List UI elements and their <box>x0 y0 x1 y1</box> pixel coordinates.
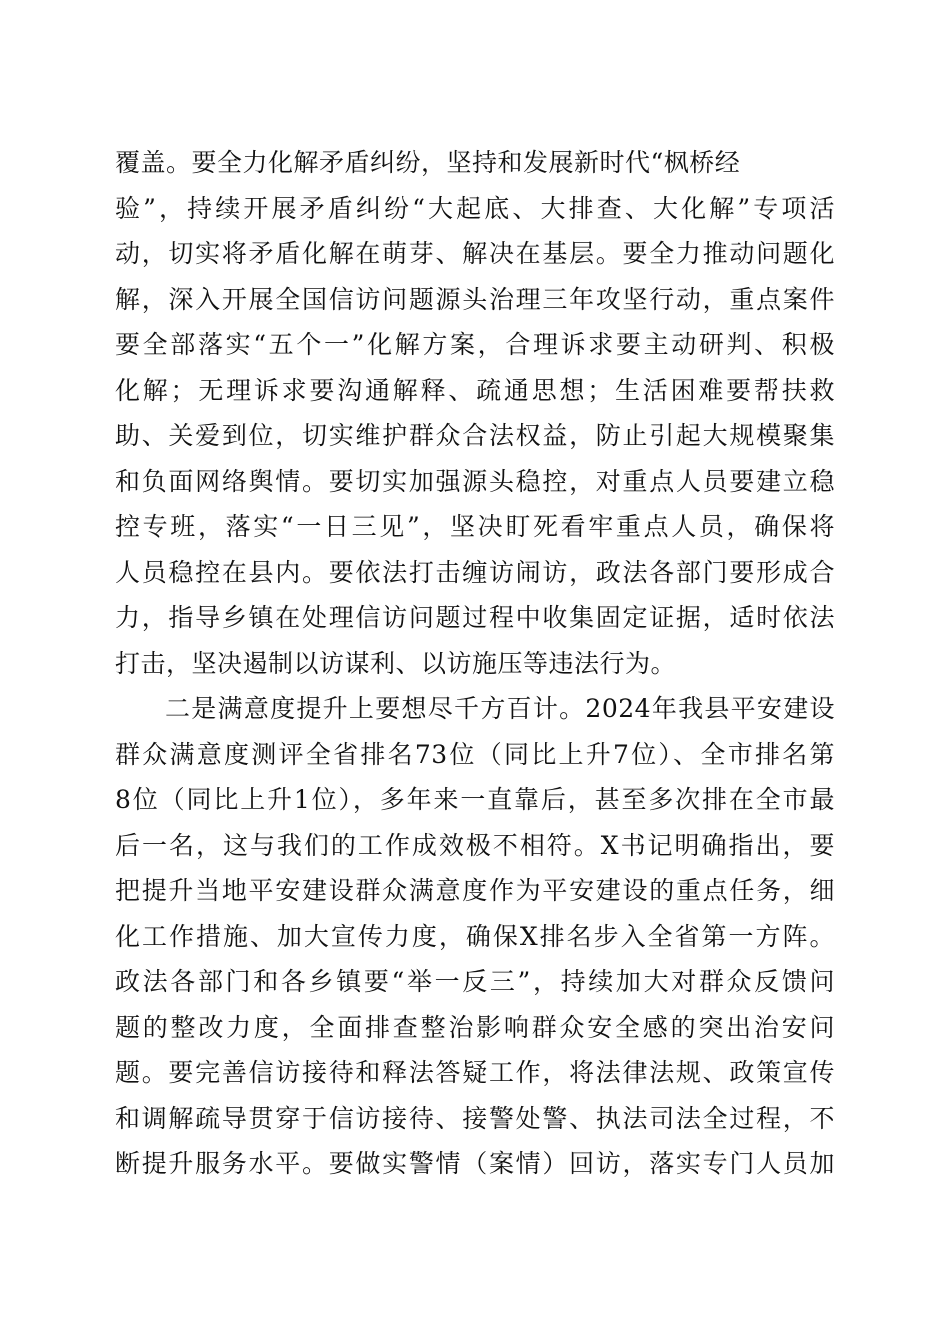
text-line: 动，切实将矛盾化解在萌芽、解决在基层。要全力推动问题化 <box>115 239 835 268</box>
text-line: 打击，坚决遏制以访谋利、以访施压等违法行为。 <box>115 648 677 678</box>
text-line: 控专班，落实“一日三见”，坚决盯死看牢重点人员，确保将 <box>115 512 835 541</box>
text-line: 解，深入开展全国信访问题源头治理三年攻坚行动，重点案件 <box>115 284 835 314</box>
text-line: 人员稳控在县内。要依法打击缠访闹访，政法各部门要形成合 <box>115 557 835 587</box>
text-line: 题的整改力度，全面排查整治影响群众安全感的突出治安问 <box>115 1012 835 1042</box>
text-line: 力，指导乡镇在处理信访问题过程中收集固定证据，适时依法 <box>115 603 835 632</box>
text-line: 题。要完善信访接待和释法答疑工作，将法律法规、政策宣传 <box>115 1058 835 1087</box>
paragraph-start-line: 二是满意度提升上要想尽千方百计。2024年我县平安建设 <box>165 694 835 723</box>
text-line: 和调解疏导贯穿于信访接待、接警处警、执法司法全过程，不 <box>115 1103 835 1133</box>
text-line: 群众满意度测评全省排名73位（同比上升7位）、全市排名第 <box>115 739 835 769</box>
text-line: 8位（同比上升1位），多年来一直靠后，甚至多次排在全市最 <box>115 785 835 814</box>
text-line: 断提升服务水平。要做实警情（案情）回访，落实专门人员加 <box>115 1149 835 1178</box>
text-line: 化解；无理诉求要沟通解释、疏通思想；生活困难要帮扶救 <box>115 375 835 405</box>
text-line: 政法各部门和各乡镇要“举一反三”，持续加大对群众反馈问 <box>115 967 835 996</box>
text-line: 后一名，这与我们的工作成效极不相符。X书记明确指出，要 <box>115 830 835 860</box>
text-line: 化工作措施、加大宣传力度，确保X排名步入全省第一方阵。 <box>115 921 835 951</box>
text-line: 验”，持续开展矛盾纠纷“大起底、大排查、大化解”专项活 <box>115 193 835 223</box>
text-line: 要全部落实“五个一”化解方案，合理诉求要主动研判、积极 <box>115 330 835 359</box>
body-text <box>115 140 835 1187</box>
text-line: 覆盖。要全力化解矛盾纠纷，坚持和发展新时代“枫桥经 <box>115 148 741 177</box>
text-line: 把提升当地平安建设群众满意度作为平安建设的重点任务，细 <box>115 876 835 905</box>
text-line: 和负面网络舆情。要切实加强源头稳控，对重点人员要建立稳 <box>115 466 835 496</box>
text-line: 助、关爱到位，切实维护群众合法权益，防止引起大规模聚集 <box>115 421 835 450</box>
